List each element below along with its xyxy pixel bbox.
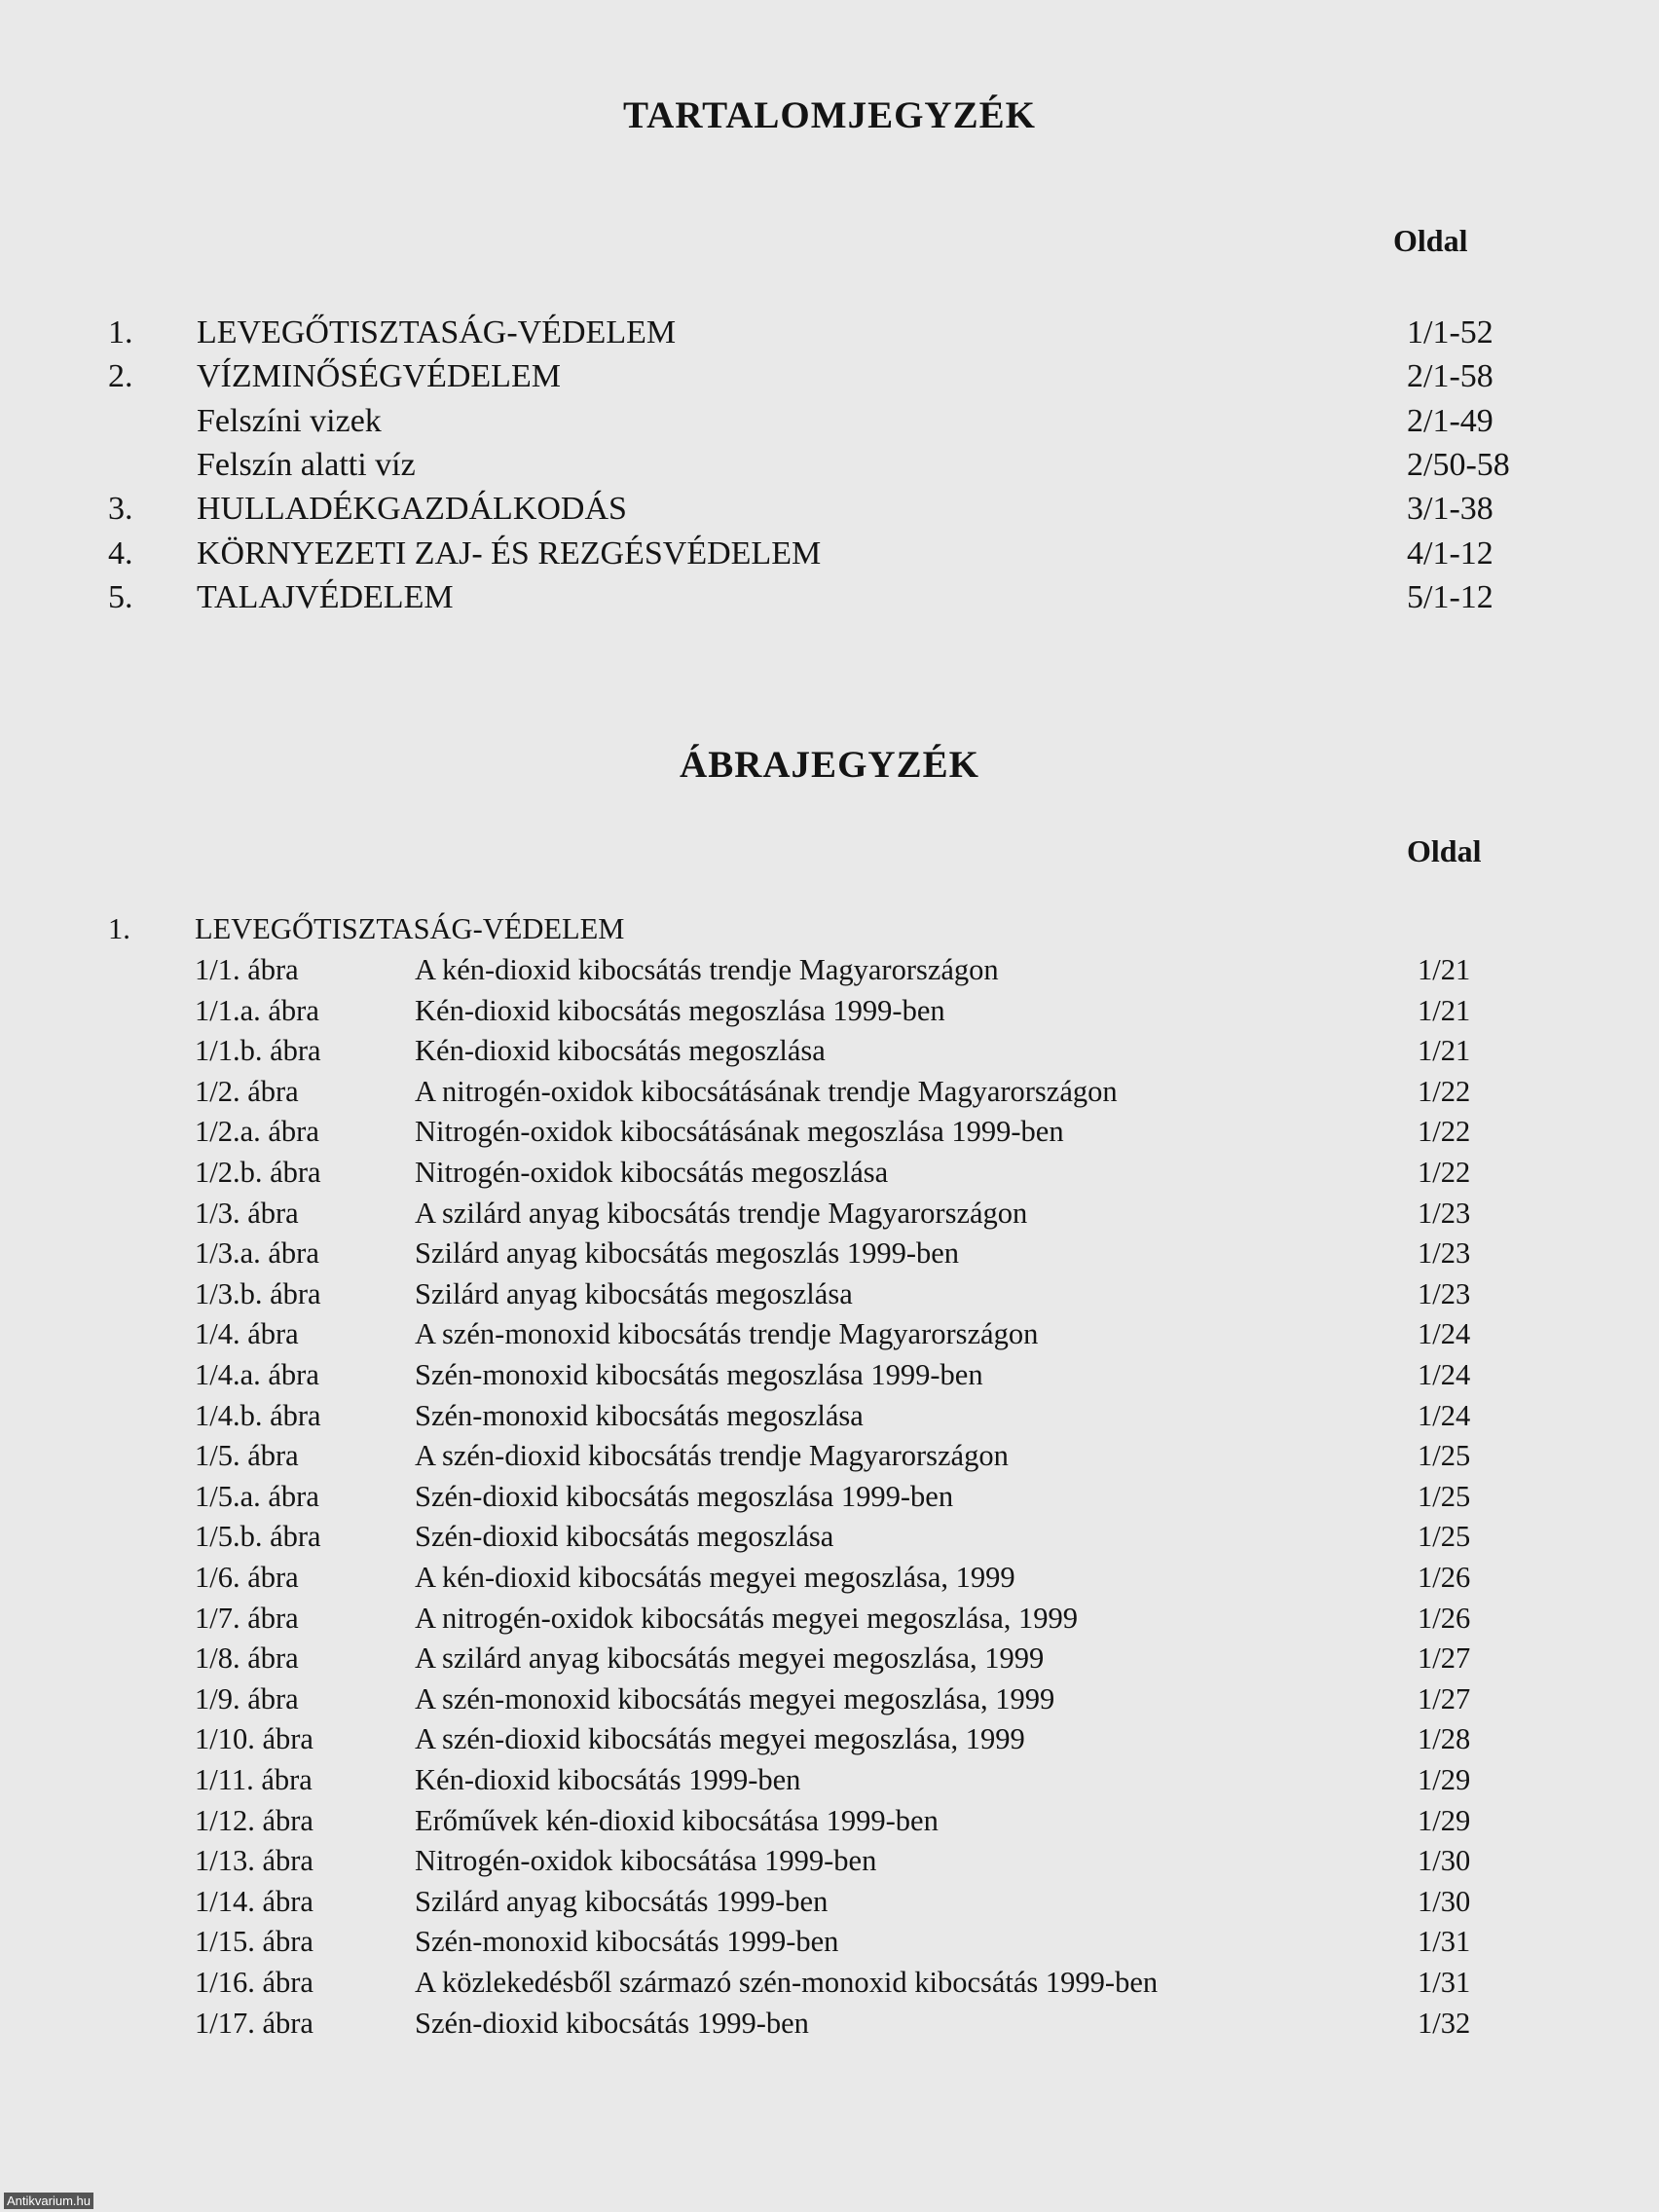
figure-entry: [0, 1075, 1659, 1115]
toc-entry: [0, 447, 1659, 490]
figure-entry-title: Szilárd anyag kibocsátás 1999-ben: [415, 1884, 829, 1918]
toc-entry-number: 3.: [108, 491, 133, 528]
toc-entry: [0, 314, 1659, 357]
figure-entry-page: 1/25: [1418, 1439, 1471, 1473]
figure-entry-title: Szén-monoxid kibocsátás megoszlása: [415, 1398, 864, 1432]
figure-entry-page: 1/25: [1418, 1479, 1471, 1513]
figure-entry: [0, 1885, 1659, 1925]
figure-entry-page: 1/31: [1418, 1925, 1471, 1959]
figure-entry-title: A nitrogén-oxidok kibocsátás megyei megoszlása, 1999: [415, 1601, 1079, 1635]
figure-entry: [0, 1115, 1659, 1155]
figure-entry-title: A szén-dioxid kibocsátás megyei megoszlása, 1999: [415, 1722, 1025, 1756]
figure-entry: [0, 1682, 1659, 1722]
figure-entry-id: 1/1. ábra: [195, 953, 299, 986]
toc-entry-label: KÖRNYEZETI ZAJ- ÉS REZGÉSVÉDELEM: [197, 535, 822, 571]
figure-entry-page: 1/28: [1418, 1722, 1471, 1756]
figure-entry-id: 1/14. ábra: [195, 1884, 313, 1918]
figure-entry-id: 1/9. ábra: [195, 1681, 299, 1715]
toc-entry: [0, 358, 1659, 401]
figure-entry-id: 1/3.a. ábra: [195, 1236, 319, 1271]
figure-entry-page: 1/30: [1418, 1884, 1471, 1918]
figure-entry: [0, 1399, 1659, 1439]
figure-entry-page: 1/23: [1418, 1196, 1471, 1230]
figure-entry: [0, 994, 1659, 1034]
figures-title: ÁBRAJEGYZÉK: [680, 744, 979, 786]
figure-entry-id: 1/4.b. ábra: [195, 1398, 321, 1432]
figure-entry-id: 1/13. ábra: [195, 1844, 313, 1878]
figure-entry-page: 1/22: [1418, 1115, 1471, 1149]
figure-entry-title: Szén-dioxid kibocsátás megoszlása 1999-ben: [415, 1479, 954, 1513]
toc-entry: [0, 579, 1659, 622]
figure-entry: [0, 1520, 1659, 1560]
figure-entry-id: 1/12. ábra: [195, 1803, 313, 1837]
figure-entry-page: 1/30: [1418, 1844, 1471, 1878]
figure-entry-title: A szén-monoxid kibocsátás trendje Magyarországon: [415, 1317, 1039, 1351]
figure-entry-id: 1/15. ábra: [195, 1925, 313, 1959]
figure-entry-page: 1/32: [1418, 2006, 1471, 2040]
toc-entry: [0, 535, 1659, 578]
toc-title: TARTALOMJEGYZÉK: [623, 94, 1036, 136]
figure-entry-title: Szén-dioxid kibocsátás megoszlása: [415, 1520, 834, 1554]
figure-entry-page: 1/22: [1418, 1074, 1471, 1108]
figure-entry-title: Szén-monoxid kibocsátás 1999-ben: [415, 1925, 839, 1959]
figure-entry-page: 1/24: [1418, 1317, 1471, 1351]
figure-entry: [0, 1763, 1659, 1803]
figures-page-header: Oldal: [1407, 833, 1482, 868]
figure-entry-title: A közlekedésből származó szén-monoxid kibocsátás 1999-ben: [415, 1966, 1159, 1999]
figure-entry: [0, 1197, 1659, 1236]
watermark: Antikvarium.hu: [4, 2193, 93, 2209]
figure-entry-page: 1/22: [1418, 1156, 1471, 1189]
figure-entry-title: A nitrogén-oxidok kibocsátásának trendje Magyarországon: [415, 1074, 1118, 1108]
toc-entry-label: LEVEGŐTISZTASÁG-VÉDELEM: [197, 314, 677, 350]
figure-entry: [0, 1358, 1659, 1398]
toc-entry-label: Felszín alatti víz: [197, 446, 416, 483]
figure-entry-title: Szén-monoxid kibocsátás megoszlása 1999-ben: [415, 1358, 983, 1391]
figure-entry-title: A szén-dioxid kibocsátás trendje Magyarországon: [415, 1439, 1009, 1473]
toc-entry-page: 3/1-38: [1407, 491, 1493, 528]
toc-entry-label: VÍZMINŐSÉGVÉDELEM: [197, 358, 561, 395]
figure-entry-title: A kén-dioxid kibocsátás trendje Magyarországon: [415, 953, 999, 986]
figure-entry-page: 1/29: [1418, 1763, 1471, 1796]
figures-section-heading: [0, 912, 1659, 952]
figure-entry-title: Nitrogén-oxidok kibocsátása 1999-ben: [415, 1844, 877, 1878]
toc-entry: [0, 491, 1659, 534]
figure-entry-id: 1/2.b. ábra: [195, 1156, 321, 1189]
toc-entry-number: 5.: [108, 578, 133, 615]
toc-entry-label: TALAJVÉDELEM: [197, 578, 454, 615]
figure-entry: [0, 1844, 1659, 1884]
toc-entry-page: 2/1-58: [1407, 358, 1493, 395]
figure-entry: [0, 1034, 1659, 1074]
figure-entry-title: Nitrogén-oxidok kibocsátás megoszlása: [415, 1156, 889, 1189]
figure-entry-title: A szilárd anyag kibocsátás trendje Magyarországon: [415, 1196, 1028, 1230]
figure-entry-page: 1/21: [1418, 1034, 1471, 1068]
figure-entry: [0, 1156, 1659, 1196]
figure-entry: [0, 953, 1659, 993]
toc-entry-label: Felszíni vizek: [197, 402, 382, 439]
figure-entry: [0, 1602, 1659, 1641]
figure-entry-id: 1/17. ábra: [195, 2006, 313, 2040]
figure-entry: [0, 1480, 1659, 1520]
figure-entry-id: 1/4. ábra: [195, 1317, 299, 1351]
figure-entry-page: 1/26: [1418, 1561, 1471, 1594]
figure-entry-id: 1/11. ábra: [195, 1763, 313, 1796]
figure-entry: [0, 1925, 1659, 1965]
figure-entry-id: 1/3.b. ábra: [195, 1276, 321, 1310]
figure-entry-id: 1/16. ábra: [195, 1966, 313, 1999]
figure-entry-page: 1/29: [1418, 1803, 1471, 1837]
figure-entry-page: 1/31: [1418, 1966, 1471, 1999]
toc-entry: [0, 403, 1659, 446]
figures-section-number: 1.: [108, 912, 130, 945]
figures-section-label: LEVEGŐTISZTASÁG-VÉDELEM: [195, 912, 625, 945]
figure-entry-id: 1/6. ábra: [195, 1561, 299, 1594]
figure-entry-id: 1/3. ábra: [195, 1196, 299, 1230]
figure-entry-title: Szilárd anyag kibocsátás megoszlása: [415, 1276, 853, 1310]
figure-entry: [0, 2007, 1659, 2046]
figure-entry-title: Kén-dioxid kibocsátás megoszlása: [415, 1034, 826, 1068]
figure-entry: [0, 1277, 1659, 1317]
figure-entry-title: Kén-dioxid kibocsátás 1999-ben: [415, 1763, 801, 1796]
figure-entry: [0, 1561, 1659, 1601]
figure-entry-page: 1/27: [1418, 1681, 1471, 1715]
figure-entry: [0, 1641, 1659, 1681]
figure-entry-page: 1/24: [1418, 1398, 1471, 1432]
figure-entry: [0, 1722, 1659, 1762]
figure-entry-id: 1/5.b. ábra: [195, 1520, 321, 1554]
figure-entry-id: 1/5. ábra: [195, 1439, 299, 1473]
figure-entry-page: 1/24: [1418, 1358, 1471, 1391]
toc-page-header: Oldal: [1393, 223, 1468, 258]
figure-entry-title: Kén-dioxid kibocsátás megoszlása 1999-ben: [415, 993, 945, 1027]
figure-entry: [0, 1317, 1659, 1357]
toc-entry-number: 4.: [108, 535, 133, 571]
figure-entry-title: Nitrogén-oxidok kibocsátásának megoszlása 1999-ben: [415, 1115, 1064, 1149]
toc-entry-page: 2/1-49: [1407, 402, 1493, 439]
figure-entry-id: 1/2.a. ábra: [195, 1115, 319, 1149]
figure-entry-page: 1/23: [1418, 1276, 1471, 1310]
toc-entry-number: 1.: [108, 314, 133, 350]
figure-entry-page: 1/23: [1418, 1236, 1471, 1271]
figure-entry-page: 1/21: [1418, 993, 1471, 1027]
figure-entry-id: 1/10. ábra: [195, 1722, 313, 1756]
toc-entry-label: HULLADÉKGAZDÁLKODÁS: [197, 491, 627, 528]
toc-entry-page: 2/50-58: [1407, 446, 1510, 483]
figure-entry-page: 1/26: [1418, 1601, 1471, 1635]
figure-entry-title: Szilárd anyag kibocsátás megoszlás 1999-ben: [415, 1236, 960, 1271]
figure-entry-title: A szilárd anyag kibocsátás megyei megoszlása, 1999: [415, 1641, 1045, 1676]
toc-entry-page: 1/1-52: [1407, 314, 1493, 350]
figure-entry-id: 1/7. ábra: [195, 1601, 299, 1635]
figure-entry-page: 1/27: [1418, 1641, 1471, 1676]
figure-entry: [0, 1236, 1659, 1276]
figure-entry: [0, 1439, 1659, 1479]
figure-entry-title: A szén-monoxid kibocsátás megyei megoszlása, 1999: [415, 1681, 1055, 1715]
figure-entry-id: 1/5.a. ábra: [195, 1479, 319, 1513]
figure-entry-id: 1/1.a. ábra: [195, 993, 319, 1027]
toc-entry-number: 2.: [108, 358, 133, 395]
figure-entry-id: 1/1.b. ábra: [195, 1034, 321, 1068]
toc-entry-page: 4/1-12: [1407, 535, 1493, 571]
figure-entry-id: 1/2. ábra: [195, 1074, 299, 1108]
toc-entry-page: 5/1-12: [1407, 578, 1493, 615]
figure-entry-page: 1/21: [1418, 953, 1471, 986]
figure-entry: [0, 1804, 1659, 1844]
figure-entry-title: Erőművek kén-dioxid kibocsátása 1999-ben: [415, 1803, 939, 1837]
figure-entry: [0, 1966, 1659, 2006]
figure-entry-id: 1/4.a. ábra: [195, 1358, 319, 1391]
figure-entry-title: Szén-dioxid kibocsátás 1999-ben: [415, 2006, 809, 2040]
figure-entry-title: A kén-dioxid kibocsátás megyei megoszlása, 1999: [415, 1561, 1015, 1594]
figure-entry-id: 1/8. ábra: [195, 1641, 299, 1676]
figure-entry-page: 1/25: [1418, 1520, 1471, 1554]
